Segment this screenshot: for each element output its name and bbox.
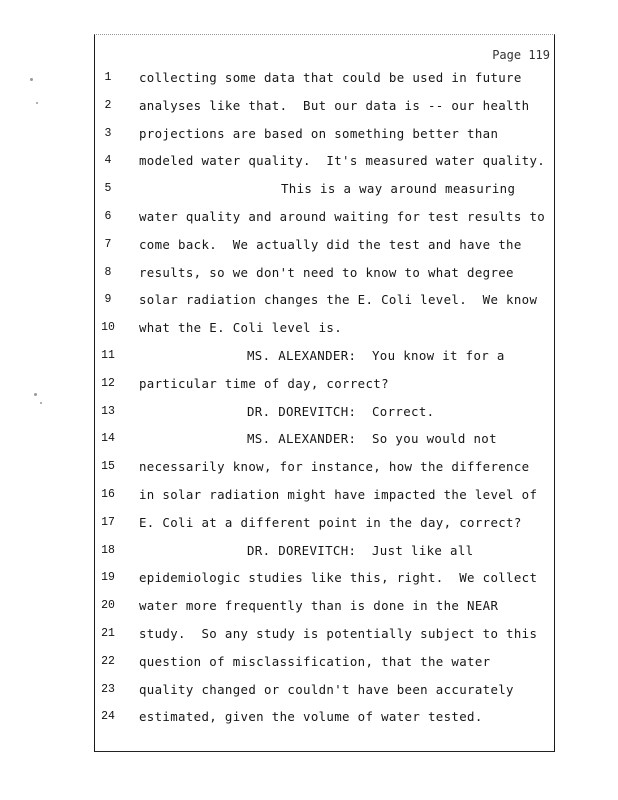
line-number: 12 — [101, 376, 115, 390]
line-text: This is a way around measuring — [281, 181, 516, 197]
transcript-line — [0, 151, 618, 171]
line-text: question of misclassification, that the water — [139, 653, 491, 669]
transcript-line — [0, 96, 618, 116]
line-number: 19 — [101, 571, 115, 585]
line-number: 4 — [104, 154, 112, 168]
line-text: necessarily know, for instance, how the difference — [139, 459, 530, 475]
transcript-line — [0, 318, 618, 338]
line-number: 18 — [101, 543, 115, 557]
line-text: study. So any study is potentially subject to this — [139, 626, 538, 641]
scan-speckle — [30, 78, 33, 81]
line-text: water more frequently than is done in the NEAR — [139, 598, 499, 614]
transcript-line — [0, 707, 618, 727]
line-text: modeled water quality. It's measured water quality. — [139, 153, 546, 169]
transcript-line — [0, 235, 618, 255]
line-text: DR. DOREVITCH: Correct. — [247, 403, 435, 419]
line-number: 24 — [101, 710, 115, 724]
line-number: 11 — [101, 349, 115, 362]
line-number: 6 — [104, 210, 112, 223]
line-text: analyses like that. But our data is -- our health — [139, 97, 530, 113]
line-number: 10 — [101, 321, 115, 335]
line-text: projections are based on something better than — [139, 125, 499, 141]
line-number: 2 — [104, 98, 112, 112]
line-text: E. Coli at a different point in the day, correct? — [139, 514, 522, 530]
line-number: 9 — [104, 293, 112, 307]
transcript-line — [0, 568, 618, 588]
line-number: 22 — [101, 654, 115, 668]
transcript-line — [0, 374, 618, 394]
transcript-line — [0, 596, 618, 616]
transcript-line — [0, 263, 618, 283]
line-number: 14 — [101, 432, 115, 446]
transcript-line — [0, 402, 618, 422]
line-text: in solar radiation might have impacted the level of — [139, 487, 538, 502]
transcript-line — [0, 207, 618, 227]
transcript-line — [0, 179, 618, 199]
line-number: 23 — [101, 682, 115, 696]
line-number: 17 — [101, 515, 115, 529]
line-number: 5 — [104, 182, 112, 196]
line-number: 8 — [104, 265, 112, 279]
line-number: 20 — [101, 599, 115, 613]
line-number: 15 — [101, 460, 115, 474]
line-text: particular time of day, correct? — [139, 375, 389, 391]
transcript-line — [0, 680, 618, 700]
page-number: Page 119 — [492, 48, 550, 62]
line-text: what the E. Coli level is. — [139, 320, 343, 336]
line-number: 21 — [101, 627, 115, 640]
transcript-line — [0, 541, 618, 561]
line-text: results, so we don't need to know to what degree — [139, 264, 514, 280]
line-text: estimated, given the volume of water tested. — [139, 709, 483, 725]
transcript-line — [0, 652, 618, 672]
scan-speckle — [36, 102, 38, 104]
line-text: water quality and around waiting for test results to — [139, 209, 546, 224]
transcript-line — [0, 124, 618, 144]
line-text: epidemiologic studies like this, right. We collect — [139, 570, 538, 586]
scan-speckle — [34, 393, 37, 396]
line-number: 1 — [104, 71, 112, 84]
transcript-line — [0, 290, 618, 310]
line-text: solar radiation changes the E. Coli level. We know — [139, 292, 538, 308]
transcript-line — [0, 485, 618, 505]
line-text: collecting some data that could be used in future — [139, 70, 522, 85]
line-number: 7 — [104, 237, 112, 251]
transcript-line — [0, 457, 618, 477]
transcript-line — [0, 624, 618, 644]
line-number: 13 — [101, 404, 115, 418]
transcript-line — [0, 429, 618, 449]
line-text: DR. DOREVITCH: Just like all — [247, 542, 474, 558]
transcript-line — [0, 513, 618, 533]
line-number: 3 — [104, 126, 112, 140]
line-text: MS. ALEXANDER: You know it for a — [247, 348, 505, 363]
line-text: come back. We actually did the test and have the — [139, 236, 522, 252]
transcript-line — [0, 346, 618, 366]
line-number: 16 — [101, 488, 115, 501]
line-text: MS. ALEXANDER: So you would not — [247, 431, 497, 447]
line-text: quality changed or couldn't have been accurately — [139, 681, 514, 697]
transcript-line — [0, 68, 618, 88]
scan-speckle — [40, 402, 42, 404]
